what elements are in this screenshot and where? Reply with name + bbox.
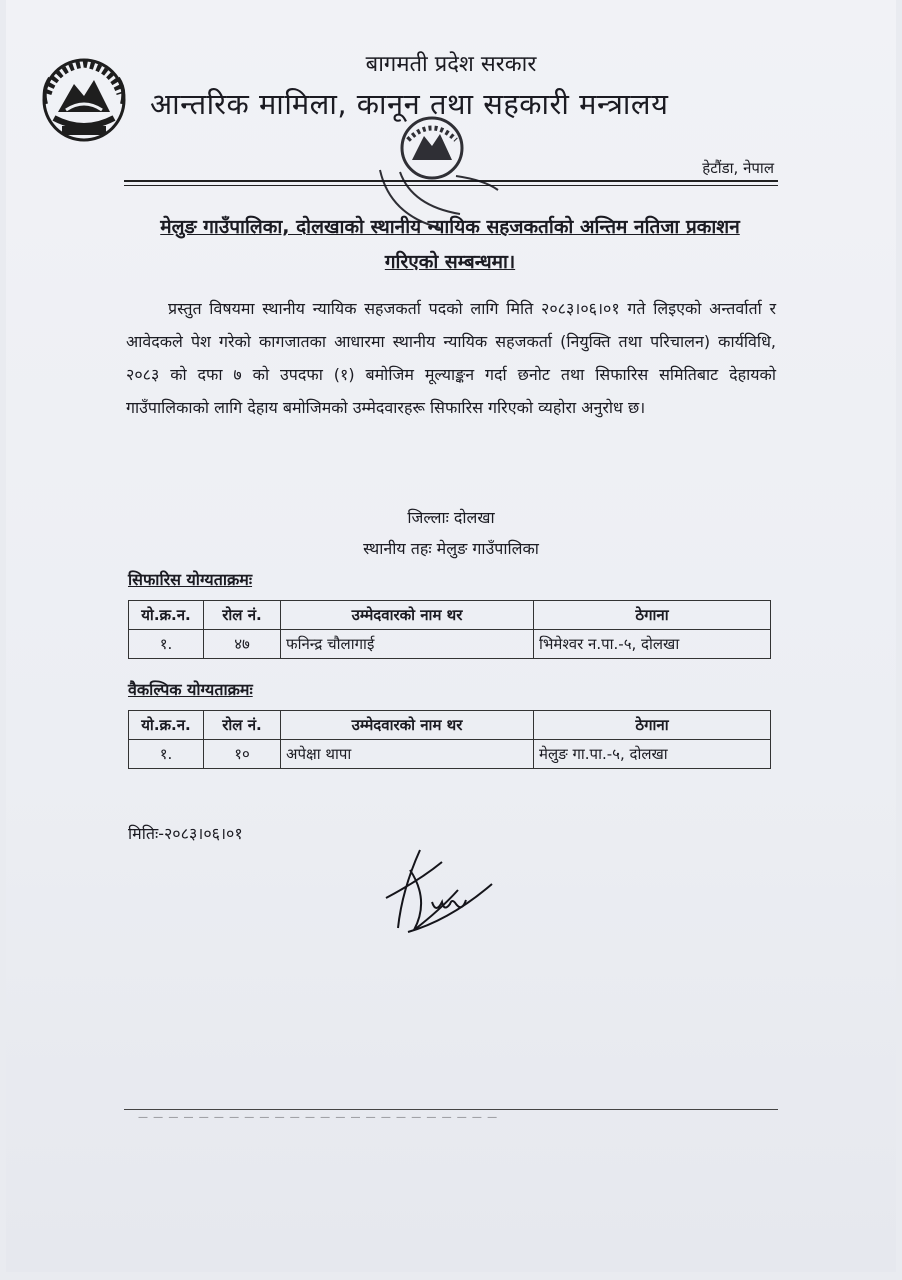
cell-address: मेलुङ गा.पा.-५, दोलखा bbox=[534, 740, 771, 769]
cell-address: भिमेश्वर न.पा.-५, दोलखा bbox=[534, 630, 771, 659]
col-serial-header: यो.क्र.न. bbox=[129, 711, 204, 740]
table-header-row bbox=[129, 711, 771, 740]
footer-contact-faded: — — — — — — — — — — — — — — — — — — — — — — — — bbox=[138, 1112, 499, 1123]
col-roll-header: रोल नं. bbox=[204, 711, 281, 740]
subject-line-2: गरिएको सम्बन्धमा। bbox=[384, 251, 516, 273]
alternate-table bbox=[128, 710, 771, 769]
col-roll-header: रोल नं. bbox=[204, 601, 281, 630]
col-serial-header: यो.क्र.न. bbox=[129, 601, 204, 630]
office-location: हेटौंडा, नेपाल bbox=[702, 159, 774, 177]
body-paragraph: प्रस्तुत विषयमा स्थानीय न्यायिक सहजकर्ता पदको लागि मिति २०८३।०६।०१ गते लिइएको अन्तर्वार्ता र आवेदकले पेश गरेको कागजातका आधारमा स्थानीय न्यायिक सहजकर्ता (नियुक्ति तथा परिचालन) कार्यविधि, २०८३ को दफा ७ को उपदफा (१) बमोजिम मूल्याङ्कन गर्दा छनोट तथा सिफारिस समितिबाट देहायको गाउँपालिकाको लागि देहाय बमोजिमको उम्मेदवारहरू सिफारिस गरिएको व्यहोरा अनुरोध छ। bbox=[126, 299, 776, 417]
cell-serial: १. bbox=[129, 630, 204, 659]
government-name: बागमती प्रदेश सरकार bbox=[365, 52, 537, 77]
subject-heading bbox=[120, 210, 780, 280]
cell-roll: ४७ bbox=[204, 630, 281, 659]
table-row bbox=[129, 630, 771, 659]
subject-line-1: मेलुङ गाउँपालिका, दोलखाको स्थानीय न्यायिक सहजकर्ताको अन्तिम नतिजा प्रकाशन bbox=[160, 216, 740, 238]
alternate-section-title: वैकल्पिक योग्यताक्रमः bbox=[128, 680, 253, 699]
cell-name: फनिन्द्र चौलागाई bbox=[281, 630, 534, 659]
signature-icon bbox=[380, 840, 500, 940]
cell-name: अपेक्षा थापा bbox=[281, 740, 534, 769]
cell-serial: १. bbox=[129, 740, 204, 769]
col-address-header: ठेगाना bbox=[534, 711, 771, 740]
local-level-label: स्थानीय तहः मेलुङ गाउँपालिका bbox=[363, 539, 539, 558]
recommended-table bbox=[128, 600, 771, 659]
cell-roll: १० bbox=[204, 740, 281, 769]
district-label: जिल्लाः दोलखा bbox=[407, 508, 495, 527]
col-address-header: ठेगाना bbox=[534, 601, 771, 630]
col-name-header: उम्मेदवारको नाम थर bbox=[281, 711, 534, 740]
col-name-header: उम्मेदवारको नाम थर bbox=[281, 601, 534, 630]
document-date: मितिः-२०८३।०६।०१ bbox=[128, 824, 243, 843]
ministry-name: आन्तरिक मामिला, कानून तथा सहकारी मन्त्रालय bbox=[150, 87, 669, 121]
table-header-row bbox=[129, 601, 771, 630]
footer-rule bbox=[124, 1109, 778, 1110]
recommended-section-title: सिफारिस योग्यताक्रमः bbox=[128, 570, 253, 589]
table-row bbox=[129, 740, 771, 769]
